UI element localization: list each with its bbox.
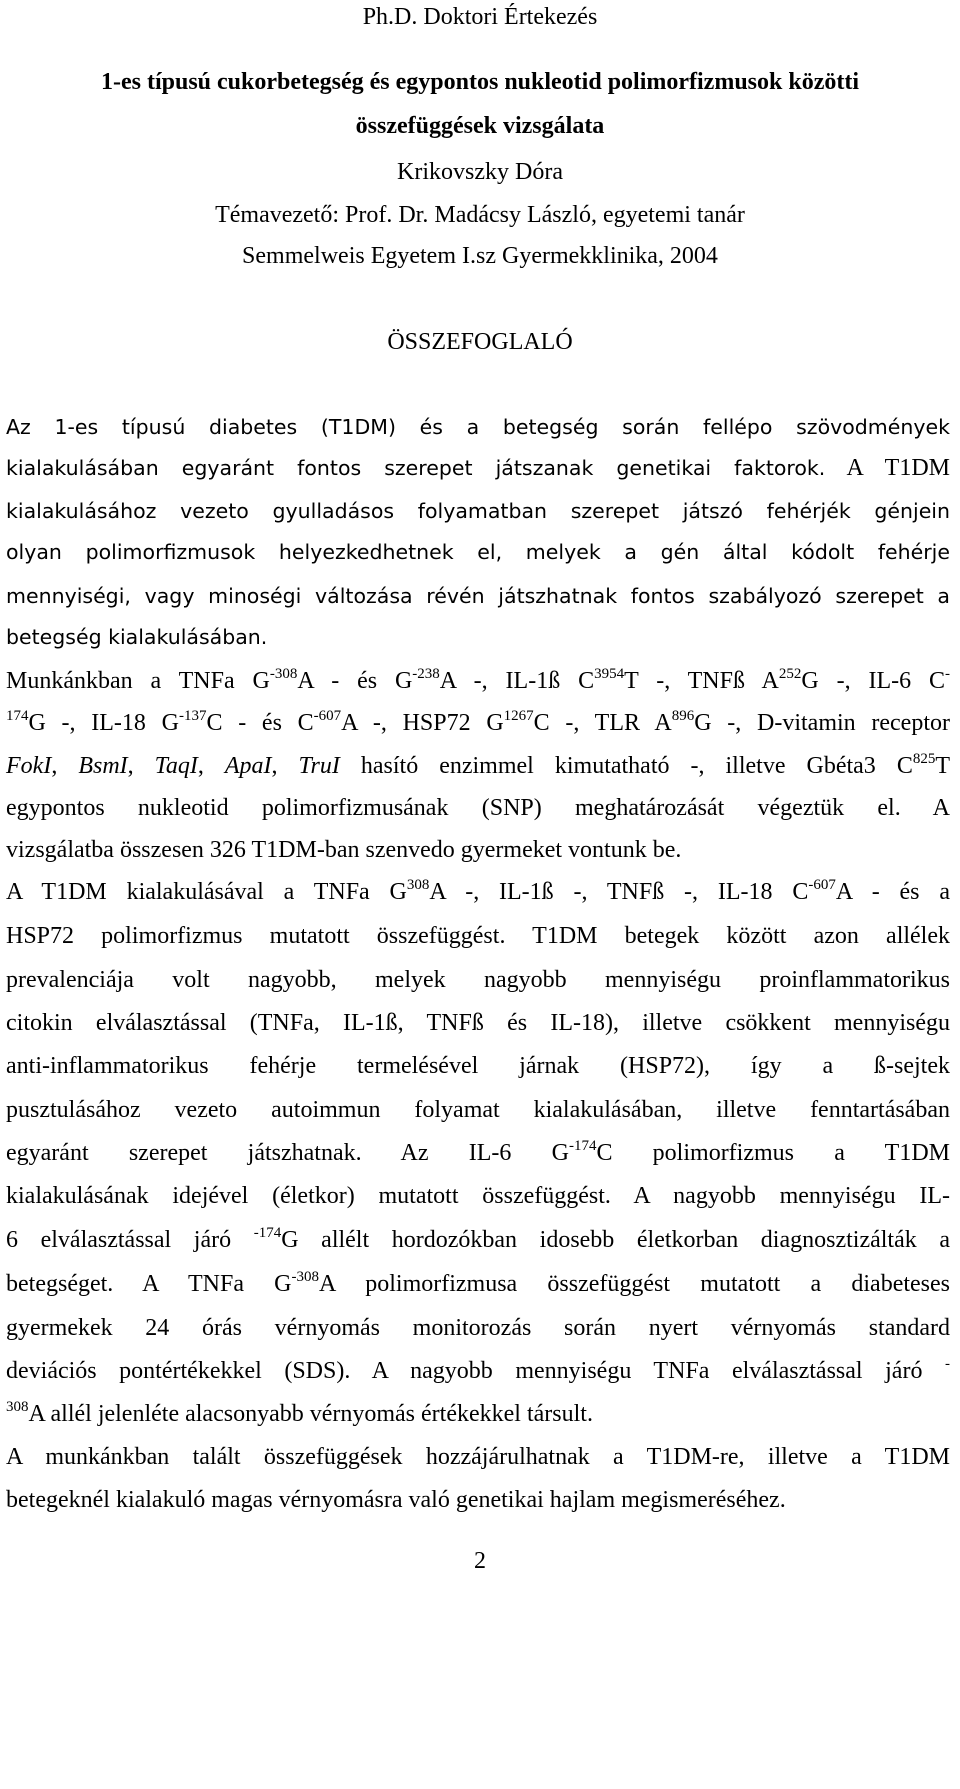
text: ApaI — [224, 753, 272, 779]
author: Krikovszky Dóra — [397, 159, 563, 185]
p3-line-10 — [6, 1270, 950, 1298]
text: TaqI — [154, 753, 198, 779]
superscript: 308 — [6, 1399, 29, 1415]
text: C - és C — [206, 710, 314, 736]
p3-line-12 — [6, 1357, 950, 1385]
superscript: -607 — [313, 708, 342, 724]
text: T -, TNFß A — [624, 668, 779, 694]
p3-line-6: pusztulásához vezeto autoimmun folyamat kialakulásában, illetve fenntartásában — [6, 1097, 950, 1123]
p1-line-2-sans: kialakulásában egyaránt fontos szerepet játszanak genetikai faktorok. — [6, 456, 826, 480]
superscript: - — [945, 1356, 950, 1372]
text: , — [127, 753, 155, 779]
p3-line-13 — [6, 1400, 950, 1428]
superscript: 825 — [912, 751, 936, 767]
p3-line-4: citokin elválasztással (TNFa, IL-1ß, TNFß és IL-18), illetve csökkent mennyiségu — [6, 1010, 950, 1036]
superscript: -238 — [412, 666, 440, 682]
text: , — [197, 753, 225, 779]
p2-line-5: vizsgálatba összesen 326 T1DM-ban szenvedo gyermeket vontunk be. — [6, 837, 682, 863]
text: A - és G — [297, 668, 413, 694]
superscript: 896 — [671, 708, 695, 724]
p1-line-6: betegség kialakulásában. — [6, 625, 268, 649]
supervisor: Témavezető: Prof. Dr. Madácsy László, egyetemi tanár — [215, 202, 745, 228]
text: egyaránt szerepet játszhatnak. Az IL-6 G — [6, 1140, 569, 1166]
text: A polimorfizmusa összefüggést mutatott a diabeteses — [319, 1271, 950, 1297]
superscript: -137 — [178, 708, 207, 724]
superscript: - — [945, 666, 950, 682]
text: T — [935, 753, 951, 779]
superscript: 174 — [6, 708, 29, 724]
p3-line-2: HSP72 polimorfizmus mutatott összefüggést. T1DM betegek között azon allélek — [6, 923, 950, 949]
p4-line-2: betegeknél kialakuló magas vérnyomásra való genetikai hajlam megismeréséhez. — [6, 1487, 786, 1513]
p3-line-8: kialakulásának idejével (életkor) mutatott összefüggést. A nagyobb mennyiségu IL- — [6, 1183, 950, 1209]
p1-line-1: Az 1-es típusú diabetes (T1DM) és a betegség során fellépo szövodmények — [6, 415, 950, 439]
text: G -, D-vitamin receptor — [694, 710, 950, 736]
text: Munkánkban a TNFa G — [6, 668, 270, 694]
p2-line-2 — [6, 709, 950, 737]
p2-line-1 — [6, 667, 950, 695]
p1-line-2 — [6, 454, 950, 482]
text: A -, IL-1ß -, TNFß -, IL-18 C — [429, 879, 809, 905]
superscript: 252 — [778, 666, 802, 682]
title-line-2: összefüggések vizsgálata — [355, 113, 605, 139]
p1-line-3: kialakulásához vezeto gyulladásos folyamatban szerepet játszó fehérjék génjein — [6, 499, 950, 523]
p2-line-3 — [6, 752, 950, 780]
text: G allélt hordozókban idosebb életkorban diagnosztizálták a — [281, 1227, 950, 1253]
text: 6 elválasztással járó — [6, 1227, 254, 1253]
text: C polimorfizmus a T1DM — [596, 1140, 951, 1166]
text: A T1DM kialakulásával a TNFa G — [6, 879, 407, 905]
p1-line-5: mennyiségi, vagy minoségi változása révén játszhatnak fontos szabályozó szerepet a — [6, 584, 950, 608]
superscript: 308 — [406, 877, 430, 893]
text: A allél jelenléte alacsonyabb vérnyomás értékekkel társult. — [28, 1401, 593, 1427]
text: BsmI — [78, 753, 128, 779]
text: A - és a — [835, 879, 950, 905]
text: , — [51, 753, 79, 779]
superscript: -308 — [291, 1269, 320, 1285]
text: betegséget. A TNFa G — [6, 1271, 292, 1297]
text: , — [271, 753, 299, 779]
p3-line-7 — [6, 1139, 950, 1167]
p3-line-1 — [6, 878, 950, 906]
institution: Semmelweis Egyetem I.sz Gyermekklinika, 2004 — [242, 243, 718, 269]
superscript: -174 — [253, 1225, 282, 1241]
p2-line-4: egypontos nukleotid polimorfizmusának (SNP) meghatározását végeztük el. A — [6, 795, 950, 821]
superscript: 3954 — [594, 666, 625, 682]
p1-line-4: olyan polimorfizmusok helyezkedhetnek el, melyek a gén által kódolt fehérje — [6, 540, 950, 564]
text: G -, IL-6 C — [801, 668, 945, 694]
superscript: -308 — [269, 666, 298, 682]
p3-line-5: anti-inflammatorikus fehérje termelésével járnak (HSP72), így a ß-sejtek — [6, 1053, 950, 1079]
text: A -, HSP72 G — [341, 710, 504, 736]
text: hasító enzimmel kimutatható -, illetve Gbéta3 C — [339, 753, 913, 779]
p3-line-9 — [6, 1226, 950, 1254]
superscript: 1267 — [503, 708, 534, 724]
p3-line-11: gyermekek 24 órás vérnyomás monitorozás során nyert vérnyomás standard — [6, 1315, 950, 1341]
superscript: -174 — [568, 1138, 597, 1154]
p3-line-3: prevalenciája volt nagyobb, melyek nagyobb mennyiségu proinflammatorikus — [6, 967, 950, 993]
text: FokI — [6, 753, 52, 779]
p1-line-2-serif: A T1DM — [846, 455, 950, 481]
title-line-1: 1-es típusú cukorbetegség és egypontos nukleotid polimorfizmusok közötti — [100, 69, 860, 95]
text: C -, TLR A — [533, 710, 672, 736]
text: G -, IL-18 G — [28, 710, 179, 736]
running-title: Ph.D. Doktori Értekezés — [362, 4, 598, 30]
superscript: -607 — [808, 877, 836, 893]
text: A -, IL-1ß C — [439, 668, 595, 694]
text: TruI — [298, 753, 340, 779]
text: deviációs pontértékekkel (SDS). A nagyobb mennyiségu TNFa elválasztással járó — [6, 1358, 945, 1384]
page-number: 2 — [474, 1548, 486, 1574]
p4-line-1: A munkánkban talált összefüggések hozzájárulhatnak a T1DM-re, illetve a T1DM — [6, 1444, 950, 1470]
section-heading: ÖSSZEFOGLALÓ — [387, 329, 573, 355]
